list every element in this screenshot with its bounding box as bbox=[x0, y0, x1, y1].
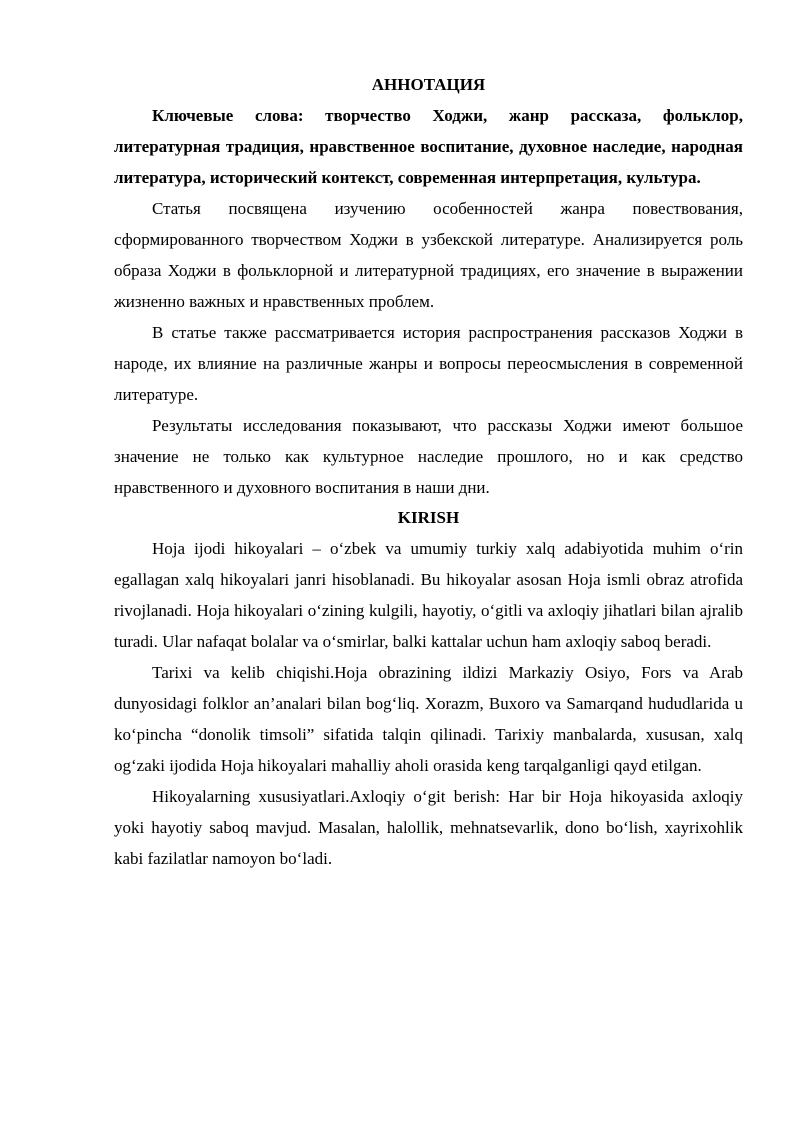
annotation-paragraph-3: Результаты исследования показывают, что рассказы Ходжи имеют большое значение не только как культурное наследие прошлого, но и как средство нравственного и духовного воспитания в наши дни. bbox=[114, 416, 743, 497]
document-page bbox=[114, 70, 743, 874]
annotation-paragraph-1: Статья посвящена изучению особенностей жанра повествования, сформированного творчеством Ходжи в узбекской литературе. Анализируется роль образа Ходжи в фольклорной и литературной традициях, его значение в выражении жизненно важных и нравственных проблем. bbox=[114, 199, 743, 311]
introduction-paragraph-2: Tarixi va kelib chiqishi.Hoja obrazining ildizi Markaziy Osiyo, Fors va Arab dunyosidagi folklor an’analari bilan bog‘liq. Xorazm, Buxoro va Samarqand hududlarida u ko‘pincha “donolik timsoli” sifatida talqin qilinadi. Tarixiy manbalarda, xususan, xalq og‘zaki ijodida Hoja hikoyalari mahalliy aholi orasida keng tarqalganligi qayd etilgan. bbox=[114, 663, 743, 775]
keywords-paragraph: Ключевые слова: творчество Ходжи, жанр рассказа, фольклор, литературная традиция, нравственное воспитание, духовное наследие, народная литература, исторический контекст, современная интерпретация, культура. bbox=[114, 106, 743, 187]
introduction-heading: KIRISH bbox=[397, 508, 460, 527]
introduction-paragraph-1: Hoja ijodi hikoyalari – o‘zbek va umumiy turkiy xalq adabiyotida muhim o‘rin egallagan xalq hikoyalari janri hisoblanadi. Bu hikoyalar asosan Hoja ismli obraz atrofida rivojlanadi. Hoja hikoyalari o‘zining kulgili, hayotiy, o‘gitli va axloqiy jihatlari bilan ajralib turadi. Ular nafaqat bolalar va o‘smirlar, balki kattalar uchun ham axloqiy saboq beradi. bbox=[114, 539, 743, 651]
introduction-paragraph-3: Hikoyalarning xususiyatlari.Axloqiy o‘git berish: Har bir Hoja hikoyasida axloqiy yoki hayotiy saboq mavjud. Masalan, halollik, mehnatsevarlik, dono bo‘lish, xayrixohlik kabi fazilatlar namoyon bo‘ladi. bbox=[114, 787, 743, 868]
annotation-heading: АННОТАЦИЯ bbox=[371, 75, 486, 94]
annotation-paragraph-2: В статье также рассматривается история распространения рассказов Ходжи в народе, их влияние на различные жанры и вопросы переосмысления в современной литературе. bbox=[114, 323, 743, 404]
